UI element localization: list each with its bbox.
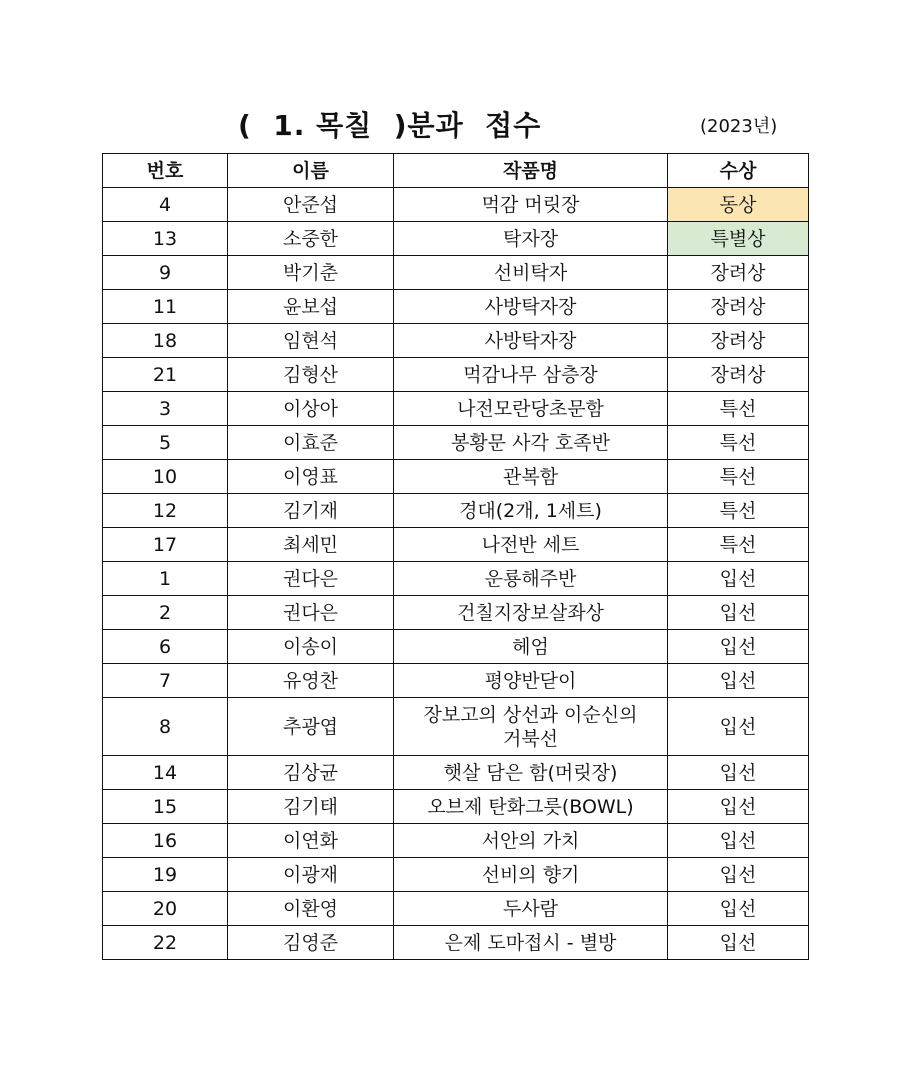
table-row — [103, 756, 809, 790]
cell-number: 22 — [103, 926, 228, 960]
cell-award: 입선 — [668, 892, 809, 926]
cell-number: 13 — [103, 222, 228, 256]
cell-number: 12 — [103, 494, 228, 528]
column-header-number: 번호 — [103, 154, 228, 188]
cell-name: 김상균 — [228, 756, 394, 790]
table-row — [103, 664, 809, 698]
cell-award: 장려상 — [668, 256, 809, 290]
cell-work: 사방탁자장 — [394, 324, 668, 358]
cell-award: 특선 — [668, 426, 809, 460]
cell-name: 김기재 — [228, 494, 394, 528]
cell-work: 경대(2개, 1세트) — [394, 494, 668, 528]
cell-name: 임현석 — [228, 324, 394, 358]
cell-name: 이영표 — [228, 460, 394, 494]
cell-number: 4 — [103, 188, 228, 222]
table-row — [103, 698, 809, 756]
table-row — [103, 358, 809, 392]
cell-award: 장려상 — [668, 290, 809, 324]
cell-award: 특선 — [668, 528, 809, 562]
cell-number: 5 — [103, 426, 228, 460]
cell-number: 8 — [103, 698, 228, 756]
year-label: (2023년) — [700, 116, 778, 137]
cell-name: 최세민 — [228, 528, 394, 562]
cell-work-line-2: 거북선 — [502, 727, 559, 750]
cell-number: 1 — [103, 562, 228, 596]
cell-award: 입선 — [668, 756, 809, 790]
cell-name: 박기춘 — [228, 256, 394, 290]
cell-name: 이환영 — [228, 892, 394, 926]
table-row — [103, 528, 809, 562]
cell-number: 9 — [103, 256, 228, 290]
table-row — [103, 188, 809, 222]
cell-name: 이광재 — [228, 858, 394, 892]
table-row — [103, 596, 809, 630]
cell-award: 입선 — [668, 824, 809, 858]
cell-name: 추광엽 — [228, 698, 394, 756]
cell-number: 20 — [103, 892, 228, 926]
cell-name: 김기태 — [228, 790, 394, 824]
cell-work — [394, 698, 668, 756]
cell-award: 입선 — [668, 664, 809, 698]
column-header-award: 수상 — [668, 154, 809, 188]
cell-name: 소중한 — [228, 222, 394, 256]
cell-award: 입선 — [668, 596, 809, 630]
cell-work: 햇살 담은 함(머릿장) — [394, 756, 668, 790]
cell-work: 탁자장 — [394, 222, 668, 256]
table-row — [103, 324, 809, 358]
cell-award: 특별상 — [668, 222, 809, 256]
cell-work-line-1: 장보고의 상선과 이순신의 — [423, 703, 638, 726]
cell-number: 14 — [103, 756, 228, 790]
cell-work: 나전모란당초문함 — [394, 392, 668, 426]
table-row — [103, 858, 809, 892]
cell-number: 21 — [103, 358, 228, 392]
cell-work: 선비탁자 — [394, 256, 668, 290]
table-row — [103, 222, 809, 256]
cell-work: 건칠지장보살좌상 — [394, 596, 668, 630]
cell-award: 장려상 — [668, 324, 809, 358]
cell-work: 관복함 — [394, 460, 668, 494]
cell-award: 입선 — [668, 858, 809, 892]
cell-work: 먹감 머릿장 — [394, 188, 668, 222]
cell-award: 동상 — [668, 188, 809, 222]
cell-number: 18 — [103, 324, 228, 358]
cell-work: 운룡해주반 — [394, 562, 668, 596]
cell-work: 두사람 — [394, 892, 668, 926]
cell-award: 입선 — [668, 630, 809, 664]
cell-name: 유영찬 — [228, 664, 394, 698]
table-header-row — [103, 154, 809, 188]
cell-number: 15 — [103, 790, 228, 824]
table-row — [103, 256, 809, 290]
cell-number: 7 — [103, 664, 228, 698]
column-header-name: 이름 — [228, 154, 394, 188]
cell-number: 6 — [103, 630, 228, 664]
table-row — [103, 824, 809, 858]
awards-table — [102, 153, 809, 960]
cell-name: 권다은 — [228, 596, 394, 630]
cell-name: 이효준 — [228, 426, 394, 460]
cell-work: 평양반닫이 — [394, 664, 668, 698]
cell-number: 17 — [103, 528, 228, 562]
cell-award: 입선 — [668, 790, 809, 824]
cell-number: 3 — [103, 392, 228, 426]
cell-award: 특선 — [668, 460, 809, 494]
cell-work: 나전반 세트 — [394, 528, 668, 562]
cell-name: 이송이 — [228, 630, 394, 664]
cell-work: 오브제 탄화그릇(BOWL) — [394, 790, 668, 824]
cell-number: 10 — [103, 460, 228, 494]
cell-award: 입선 — [668, 698, 809, 756]
column-header-work: 작품명 — [394, 154, 668, 188]
cell-work: 먹감나무 삼층장 — [394, 358, 668, 392]
cell-number: 16 — [103, 824, 228, 858]
cell-award: 특선 — [668, 392, 809, 426]
table-row — [103, 790, 809, 824]
title-row — [0, 100, 900, 144]
table-row — [103, 392, 809, 426]
cell-work: 사방탁자장 — [394, 290, 668, 324]
cell-work: 은제 도마접시 - 별방 — [394, 926, 668, 960]
cell-name: 김영준 — [228, 926, 394, 960]
table-row — [103, 562, 809, 596]
cell-award: 입선 — [668, 926, 809, 960]
cell-work: 봉황문 사각 호족반 — [394, 426, 668, 460]
cell-award: 특선 — [668, 494, 809, 528]
table-row — [103, 926, 809, 960]
cell-number: 2 — [103, 596, 228, 630]
table-row — [103, 426, 809, 460]
cell-name: 이상아 — [228, 392, 394, 426]
cell-award: 입선 — [668, 562, 809, 596]
table-row — [103, 630, 809, 664]
cell-work: 선비의 향기 — [394, 858, 668, 892]
cell-work: 서안의 가치 — [394, 824, 668, 858]
cell-name: 윤보섭 — [228, 290, 394, 324]
cell-number: 11 — [103, 290, 228, 324]
table-row — [103, 494, 809, 528]
cell-name: 안준섭 — [228, 188, 394, 222]
cell-number: 19 — [103, 858, 228, 892]
table-row — [103, 290, 809, 324]
table-row — [103, 460, 809, 494]
cell-name: 권다은 — [228, 562, 394, 596]
cell-name: 이연화 — [228, 824, 394, 858]
cell-name: 김형산 — [228, 358, 394, 392]
cell-work: 헤엄 — [394, 630, 668, 664]
cell-award: 장려상 — [668, 358, 809, 392]
page-title: ( 1. 목칠 )분과 접수 — [238, 109, 542, 142]
table-row — [103, 892, 809, 926]
